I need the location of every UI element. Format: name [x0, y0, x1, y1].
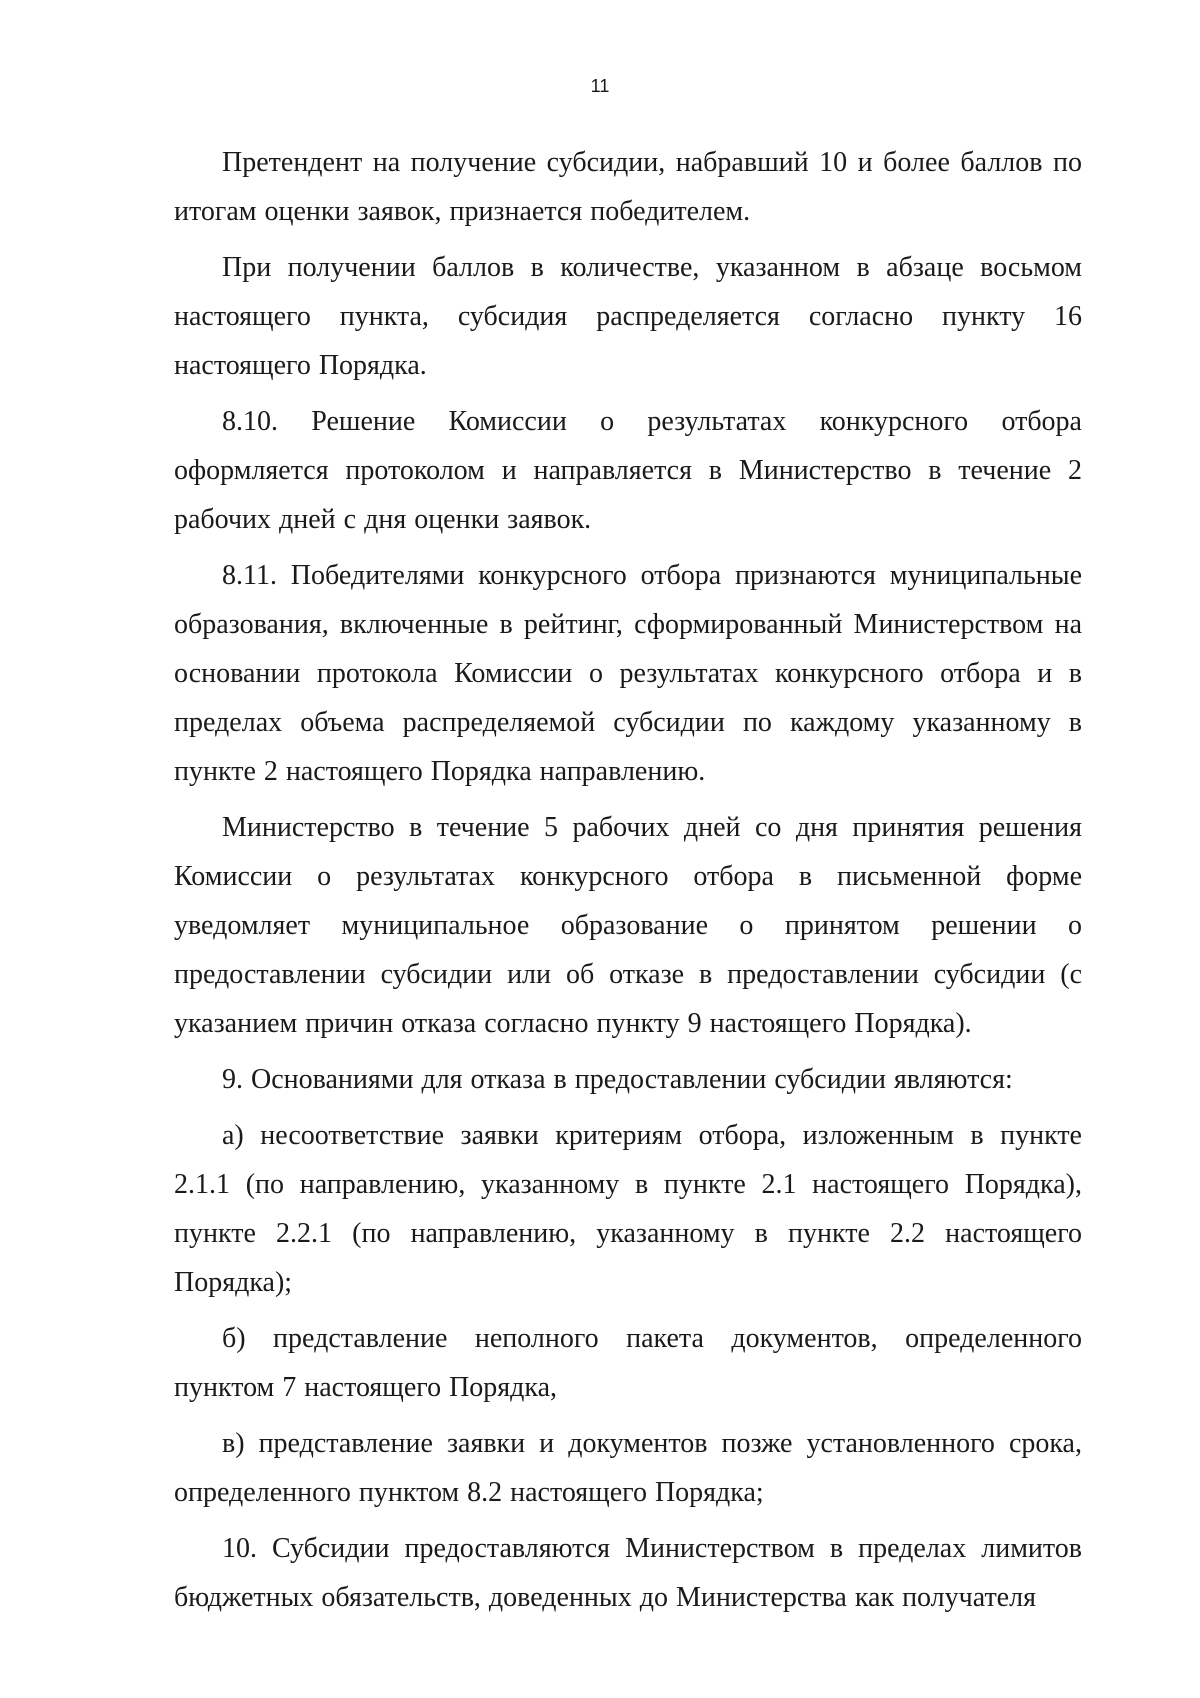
paragraph-10: 10. Субсидии предоставляются Министерством в пределах лимитов бюджетных обязательств, доведенных до Министерства как получателя	[174, 1533, 1082, 1613]
paragraph-9-b: б) представление неполного пакета документов, определенного пунктом 7 настоящего Порядка,	[174, 1323, 1082, 1403]
document-body	[174, 138, 1082, 1629]
paragraph-score-distribution: При получении баллов в количестве, указанном в абзаце восьмом настоящего пункта, субсидия распределяется согласно пункту 16 настоящего Порядка.	[174, 252, 1082, 381]
paragraph-9-a: а) несоответствие заявки критериям отбора, изложенным в пункте 2.1.1 (по направлению, указанному в пункте 2.1 настоящего Порядка), пункте 2.2.1 (по направлению, указанному в пункте 2.2 настоящего Порядка);	[174, 1120, 1082, 1298]
paragraph-ministry-notice: Министерство в течение 5 рабочих дней со дня принятия решения Комиссии о результатах конкурсного отбора в письменной форме уведомляет муниципальное образование о принятом решении о предоставлении субсидии или об отказе в предоставлении субсидии (с указанием причин отказа согласно пункту 9 настоящего Порядка).	[174, 812, 1082, 1039]
paragraph-8-10: 8.10. Решение Комиссии о результатах конкурсного отбора оформляется протоколом и направляется в Министерство в течение 2 рабочих дней с дня оценки заявок.	[174, 406, 1082, 535]
paragraph-9: 9. Основаниями для отказа в предоставлении субсидии являются:	[222, 1064, 1013, 1095]
paragraph-8-11: 8.11. Победителями конкурсного отбора признаются муниципальные образования, включенные в рейтинг, сформированный Министерством на основании протокола Комиссии о результатах конкурсного отбора и в пределах объема распределяемой субсидии по каждому указанному в пункте 2 настоящего Порядка направлению.	[174, 560, 1082, 787]
paragraph-winner-threshold: Претендент на получение субсидии, набравший 10 и более баллов по итогам оценки заявок, признается победителем.	[174, 147, 1082, 227]
page-number: 11	[590, 76, 610, 96]
paragraph-9-v: в) представление заявки и документов позже установленного срока, определенного пунктом 8.2 настоящего Порядка;	[174, 1428, 1082, 1508]
